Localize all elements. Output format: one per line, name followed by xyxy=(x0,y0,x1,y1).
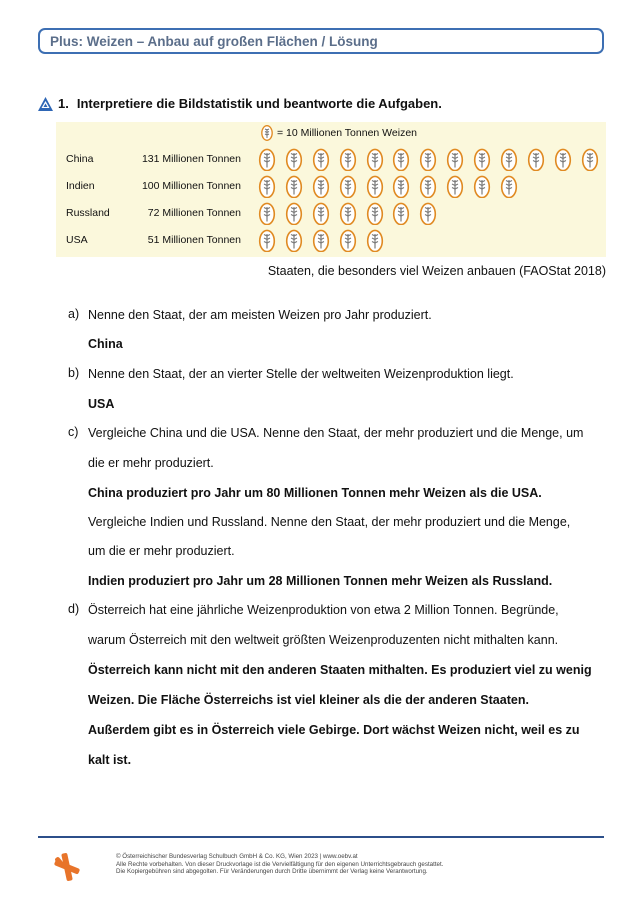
question-b-answer: USA xyxy=(88,397,115,411)
question-b-text: Nenne den Staat, der an vierter Stelle der weltweiten Weizenproduktion liegt. xyxy=(88,367,514,381)
country-label: China xyxy=(66,153,94,165)
wheat-icon xyxy=(473,148,491,171)
footer-line-1: © Österreichischer Bundesverlag Schulbuch GmbH & Co. KG, Wien 2023 | www.oebv.at xyxy=(116,853,358,860)
task-number: 1. xyxy=(58,96,69,111)
wheat-icon xyxy=(419,175,437,198)
wheat-icon xyxy=(581,148,599,171)
publisher-logo xyxy=(54,853,80,881)
chart-row xyxy=(56,200,606,226)
wheat-icon xyxy=(366,202,384,225)
wheat-icon xyxy=(419,148,437,171)
amount-label: 131 Millionen Tonnen xyxy=(141,153,241,165)
wheat-icon xyxy=(285,229,303,252)
wheat-icon xyxy=(473,175,491,198)
question-d-answer-line4: kalt ist. xyxy=(88,753,132,767)
question-d-text-line2: warum Österreich mit den weltweit größten Weizenproduzenten nicht mithalten kann. xyxy=(88,633,559,647)
question-c-text2-line2: um die er mehr produziert. xyxy=(88,544,235,558)
wheat-icon xyxy=(339,202,357,225)
wheat-icon xyxy=(446,148,464,171)
chart-legend xyxy=(261,125,417,141)
question-a-answer: China xyxy=(88,337,123,351)
wheat-icon xyxy=(312,229,330,252)
wheat-icon xyxy=(285,148,303,171)
question-a-text: Nenne den Staat, der am meisten Weizen pro Jahr produziert. xyxy=(88,308,432,322)
question-c-answer: China produziert pro Jahr um 80 Millionen Tonnen mehr Weizen als die USA. xyxy=(88,486,542,500)
question-d-label: d) xyxy=(68,602,80,616)
question-c-answer2: Indien produziert pro Jahr um 28 Millionen Tonnen mehr Weizen als Russland. xyxy=(88,574,553,588)
wheat-icon xyxy=(366,229,384,252)
wheat-icon xyxy=(261,125,273,141)
question-a-label: a) xyxy=(68,307,80,321)
wheat-icon xyxy=(500,148,518,171)
country-label: Indien xyxy=(66,180,95,192)
wheat-icon xyxy=(446,175,464,198)
wheat-icon xyxy=(419,202,437,225)
triangle-level-icon xyxy=(38,97,53,111)
wheat-icon xyxy=(500,175,518,198)
chart-row xyxy=(56,146,606,172)
question-c-text-line1: Vergleiche China und die USA. Nenne den Staat, der mehr produziert und die Menge, um xyxy=(88,426,584,440)
wheat-icon xyxy=(258,148,276,171)
footer-line-3: Die Kopiergebühren sind abgegolten. Für Veränderungen durch Dritte übernimmt der Verlag keine Verantwortung. xyxy=(116,868,428,876)
wheat-icon xyxy=(392,202,410,225)
footer-line-2: Alle Rechte vorbehalten. Von dieser Druckvorlage ist die Vervielfältigung für den eigenen Unterrichtsgebrauch gestattet. xyxy=(116,860,444,868)
question-c-text-line2: die er mehr produziert. xyxy=(88,456,214,470)
question-d-answer-line3: Außerdem gibt es in Österreich viele Gebirge. Dort wächst Weizen nicht, weil es zu xyxy=(88,723,580,737)
wheat-icon xyxy=(312,148,330,171)
country-label: Russland xyxy=(66,207,110,219)
wheat-icon xyxy=(258,175,276,198)
wheat-icon xyxy=(339,148,357,171)
wheat-icon-group xyxy=(258,148,608,171)
wheat-icon xyxy=(285,175,303,198)
wheat-icon-group xyxy=(258,202,446,225)
question-d-text-line1: Österreich hat eine jährliche Weizenproduktion von etwa 2 Million Tonnen. Begründe, xyxy=(88,603,559,617)
task-instruction: Interpretiere die Bildstatistik und beantworte die Aufgaben. xyxy=(76,96,442,111)
wheat-icon xyxy=(285,202,303,225)
wheat-icon xyxy=(258,229,276,252)
wheat-icon xyxy=(312,202,330,225)
wheat-icon xyxy=(366,175,384,198)
wheat-icon xyxy=(527,148,545,171)
wheat-icon-group xyxy=(258,175,527,198)
page-title: Plus: Weizen – Anbau auf großen Flächen / Lösung xyxy=(50,34,378,49)
chart-row xyxy=(56,227,606,253)
wheat-icon xyxy=(392,148,410,171)
question-d-answer-line1: Österreich kann nicht mit den anderen Staaten mithalten. Es produziert viel zu wenig xyxy=(88,663,592,677)
country-label: USA xyxy=(66,234,88,246)
wheat-pictogram-chart xyxy=(56,122,606,257)
amount-label: 100 Millionen Tonnen xyxy=(141,180,241,192)
wheat-icon xyxy=(339,229,357,252)
wheat-icon-group xyxy=(258,229,392,252)
amount-label: 51 Millionen Tonnen xyxy=(147,234,241,246)
question-b-label: b) xyxy=(68,366,80,380)
wheat-icon xyxy=(392,175,410,198)
footer-copyright xyxy=(116,853,443,876)
amount-label: 72 Millionen Tonnen xyxy=(147,207,241,219)
question-c-text2-line1: Vergleiche Indien und Russland. Nenne den Staat, der mehr produziert und die Menge, xyxy=(88,515,571,529)
task-heading xyxy=(38,96,442,111)
header-box xyxy=(38,28,604,54)
question-d-answer-line2: Weizen. Die Fläche Österreichs ist viel kleiner als die der anderen Staaten. xyxy=(88,693,529,707)
question-c-label: c) xyxy=(68,425,79,439)
wheat-icon xyxy=(366,148,384,171)
chart-row xyxy=(56,173,606,199)
chart-caption: Staaten, die besonders viel Weizen anbauen (FAOStat 2018) xyxy=(267,264,606,278)
wheat-icon xyxy=(258,202,276,225)
wheat-icon xyxy=(312,175,330,198)
legend-text: = 10 Millionen Tonnen Weizen xyxy=(277,127,417,139)
wheat-icon xyxy=(554,148,572,171)
footer-divider xyxy=(38,836,604,838)
wheat-icon xyxy=(339,175,357,198)
